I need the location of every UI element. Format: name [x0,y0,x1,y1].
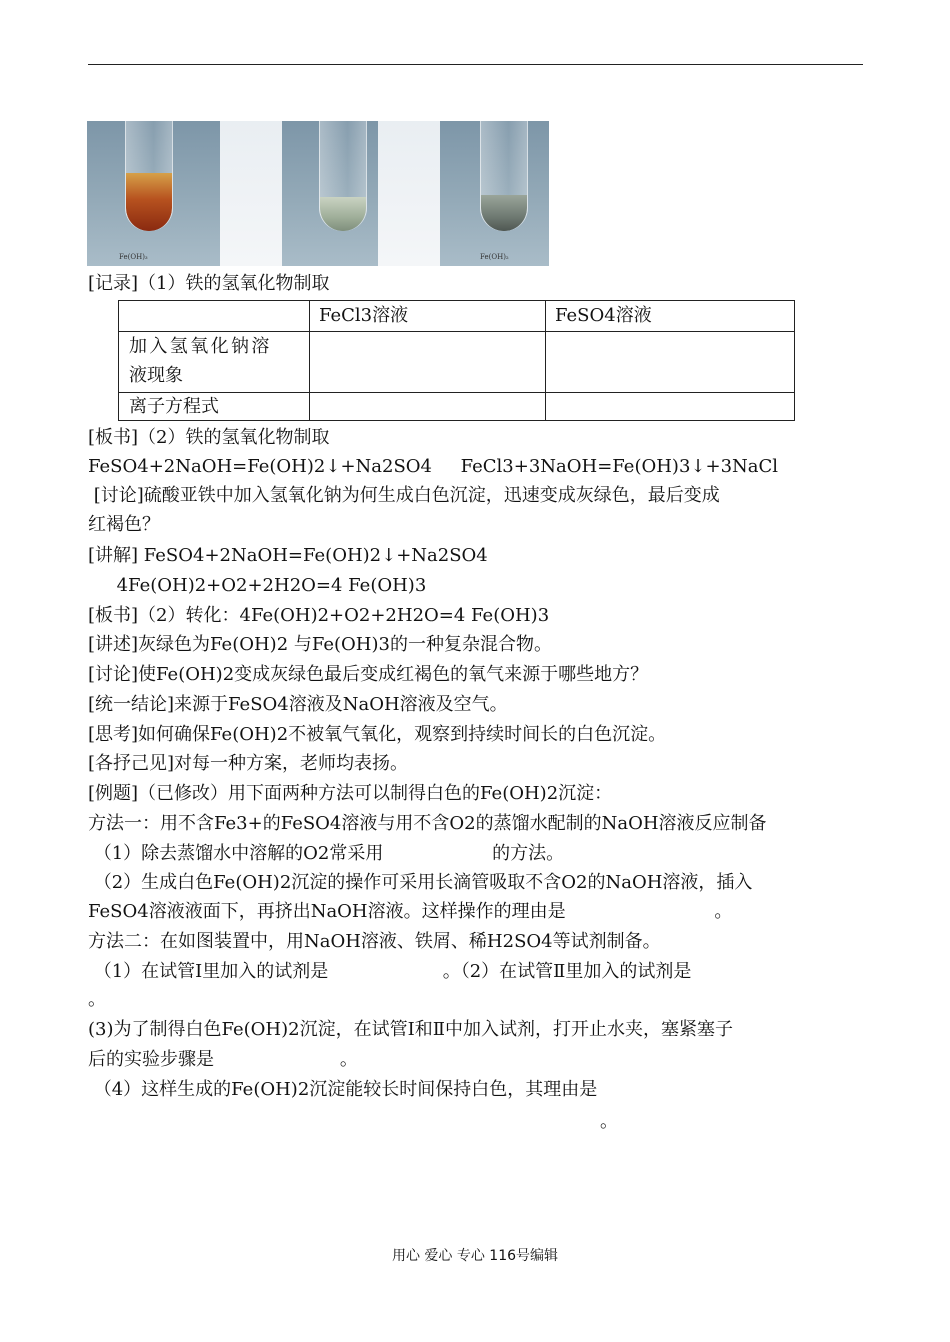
header-fecl3: FeCl3溶液 [319,305,409,326]
method-2-question-1-end: 。 [88,989,106,1010]
explanation-line2: 4Fe(OH)2+O2+2H2O=4 Fe(OH)3 [88,575,427,596]
discussion-2: [讨论]使Fe(OH)2变成灰绿色最后变成红褐色的氧气来源于哪些地方？ [88,664,649,685]
reaction-equations: FeSO4+2NaOH=Fe(OH)2↓+Na2SO4 FeCl3+3NaOH=Fe(OH)3↓+3NaCl [88,456,779,477]
row-label-phenomenon-1: 加入氢氧化钠溶 [129,336,272,357]
tube-fe-oh-2-green [480,121,528,231]
test-tube-photo [87,121,549,266]
method-1-question-2-line1: （2）生成白色Fe(OH)2沉淀的操作可采用长滴管吸取不含O2的NaOH溶液，插入 [88,872,753,893]
page-footer: 用心 爱心 专心 116号编辑 [391,1248,559,1264]
opinions: [各抒己见]对每一种方案，老师均表扬。 [88,753,409,774]
method-1-question-1: （1）除去蒸馏水中溶解的O2常采用 的方法。 [88,843,565,864]
row-label-ionic-equation: 离子方程式 [129,396,219,417]
header-feso4: FeSO4溶液 [555,305,652,326]
discussion-1-line2: 红褐色？ [88,514,160,535]
narration: [讲述]灰绿色为Fe(OH)2 与Fe(OH)3的一种复杂混合物。 [88,634,552,655]
board-heading-1: [板书]（2）铁的氢氧化物制取 [88,427,330,448]
example-heading: [例题]（已修改）用下面两种方法可以制得白色的Fe(OH)2沉淀： [88,783,613,804]
method-2-question-3-line1: (3)为了制得白色Fe(OH)2沉淀，在试管Ⅰ和Ⅱ中加入试剂，打开止水夹，塞紧塞子 [88,1019,733,1040]
thinking: [思考]如何确保Fe(OH)2不被氧气氧化，观察到持续时间长的白色沉淀。 [88,724,667,745]
method-1: 方法一：用不含Fe3+的FeSO4溶液与用不含O2的蒸馏水配制的NaOH溶液反应制备 [88,813,767,834]
caption-fe-oh-3: Fe(OH)₃ [119,253,148,261]
photo-gap-2 [378,121,440,266]
tube-fe-oh-2-white [319,121,367,231]
method-1-question-2-line2: FeSO4溶液液面下，再挤出NaOH溶液。这样操作的理由是 。 [88,901,733,922]
explanation-line1: [讲解] FeSO4+2NaOH=Fe(OH)2↓+Na2SO4 [88,545,488,566]
row-label-phenomenon-2: 液现象 [129,365,183,386]
method-2-question-1: （1）在试管Ⅰ里加入的试剂是 。（2）在试管Ⅱ里加入的试剂是 [88,961,692,982]
caption-fe-oh-2: Fe(OH)₂ [480,253,509,261]
unified-conclusion: [统一结论]来源于FeSO4溶液及NaOH溶液及空气。 [88,694,508,715]
record-heading: [记录]（1）铁的氢氧化物制取 [88,273,330,294]
photo-gap [220,121,282,266]
hydroxide-table [118,300,795,421]
method-2: 方法二：在如图装置中，用NaOH溶液、铁屑、稀H2SO4等试剂制备。 [88,931,661,952]
method-2-question-3-line2: 后的实验步骤是 。 [88,1049,358,1070]
method-2-question-4: （4）这样生成的Fe(OH)2沉淀能较长时间保持白色，其理由是 [88,1079,598,1100]
board-heading-2: [板书]（2）转化：4Fe(OH)2+O2+2H2O=4 Fe(OH)3 [88,605,550,626]
method-2-question-4-end: 。 [600,1111,618,1132]
tube-fe-oh-3 [125,121,173,231]
header-rule [88,64,863,65]
discussion-1-line1: [讨论]硫酸亚铁中加入氢氧化钠为何生成白色沉淀，迅速变成灰绿色，最后变成 [88,485,720,506]
